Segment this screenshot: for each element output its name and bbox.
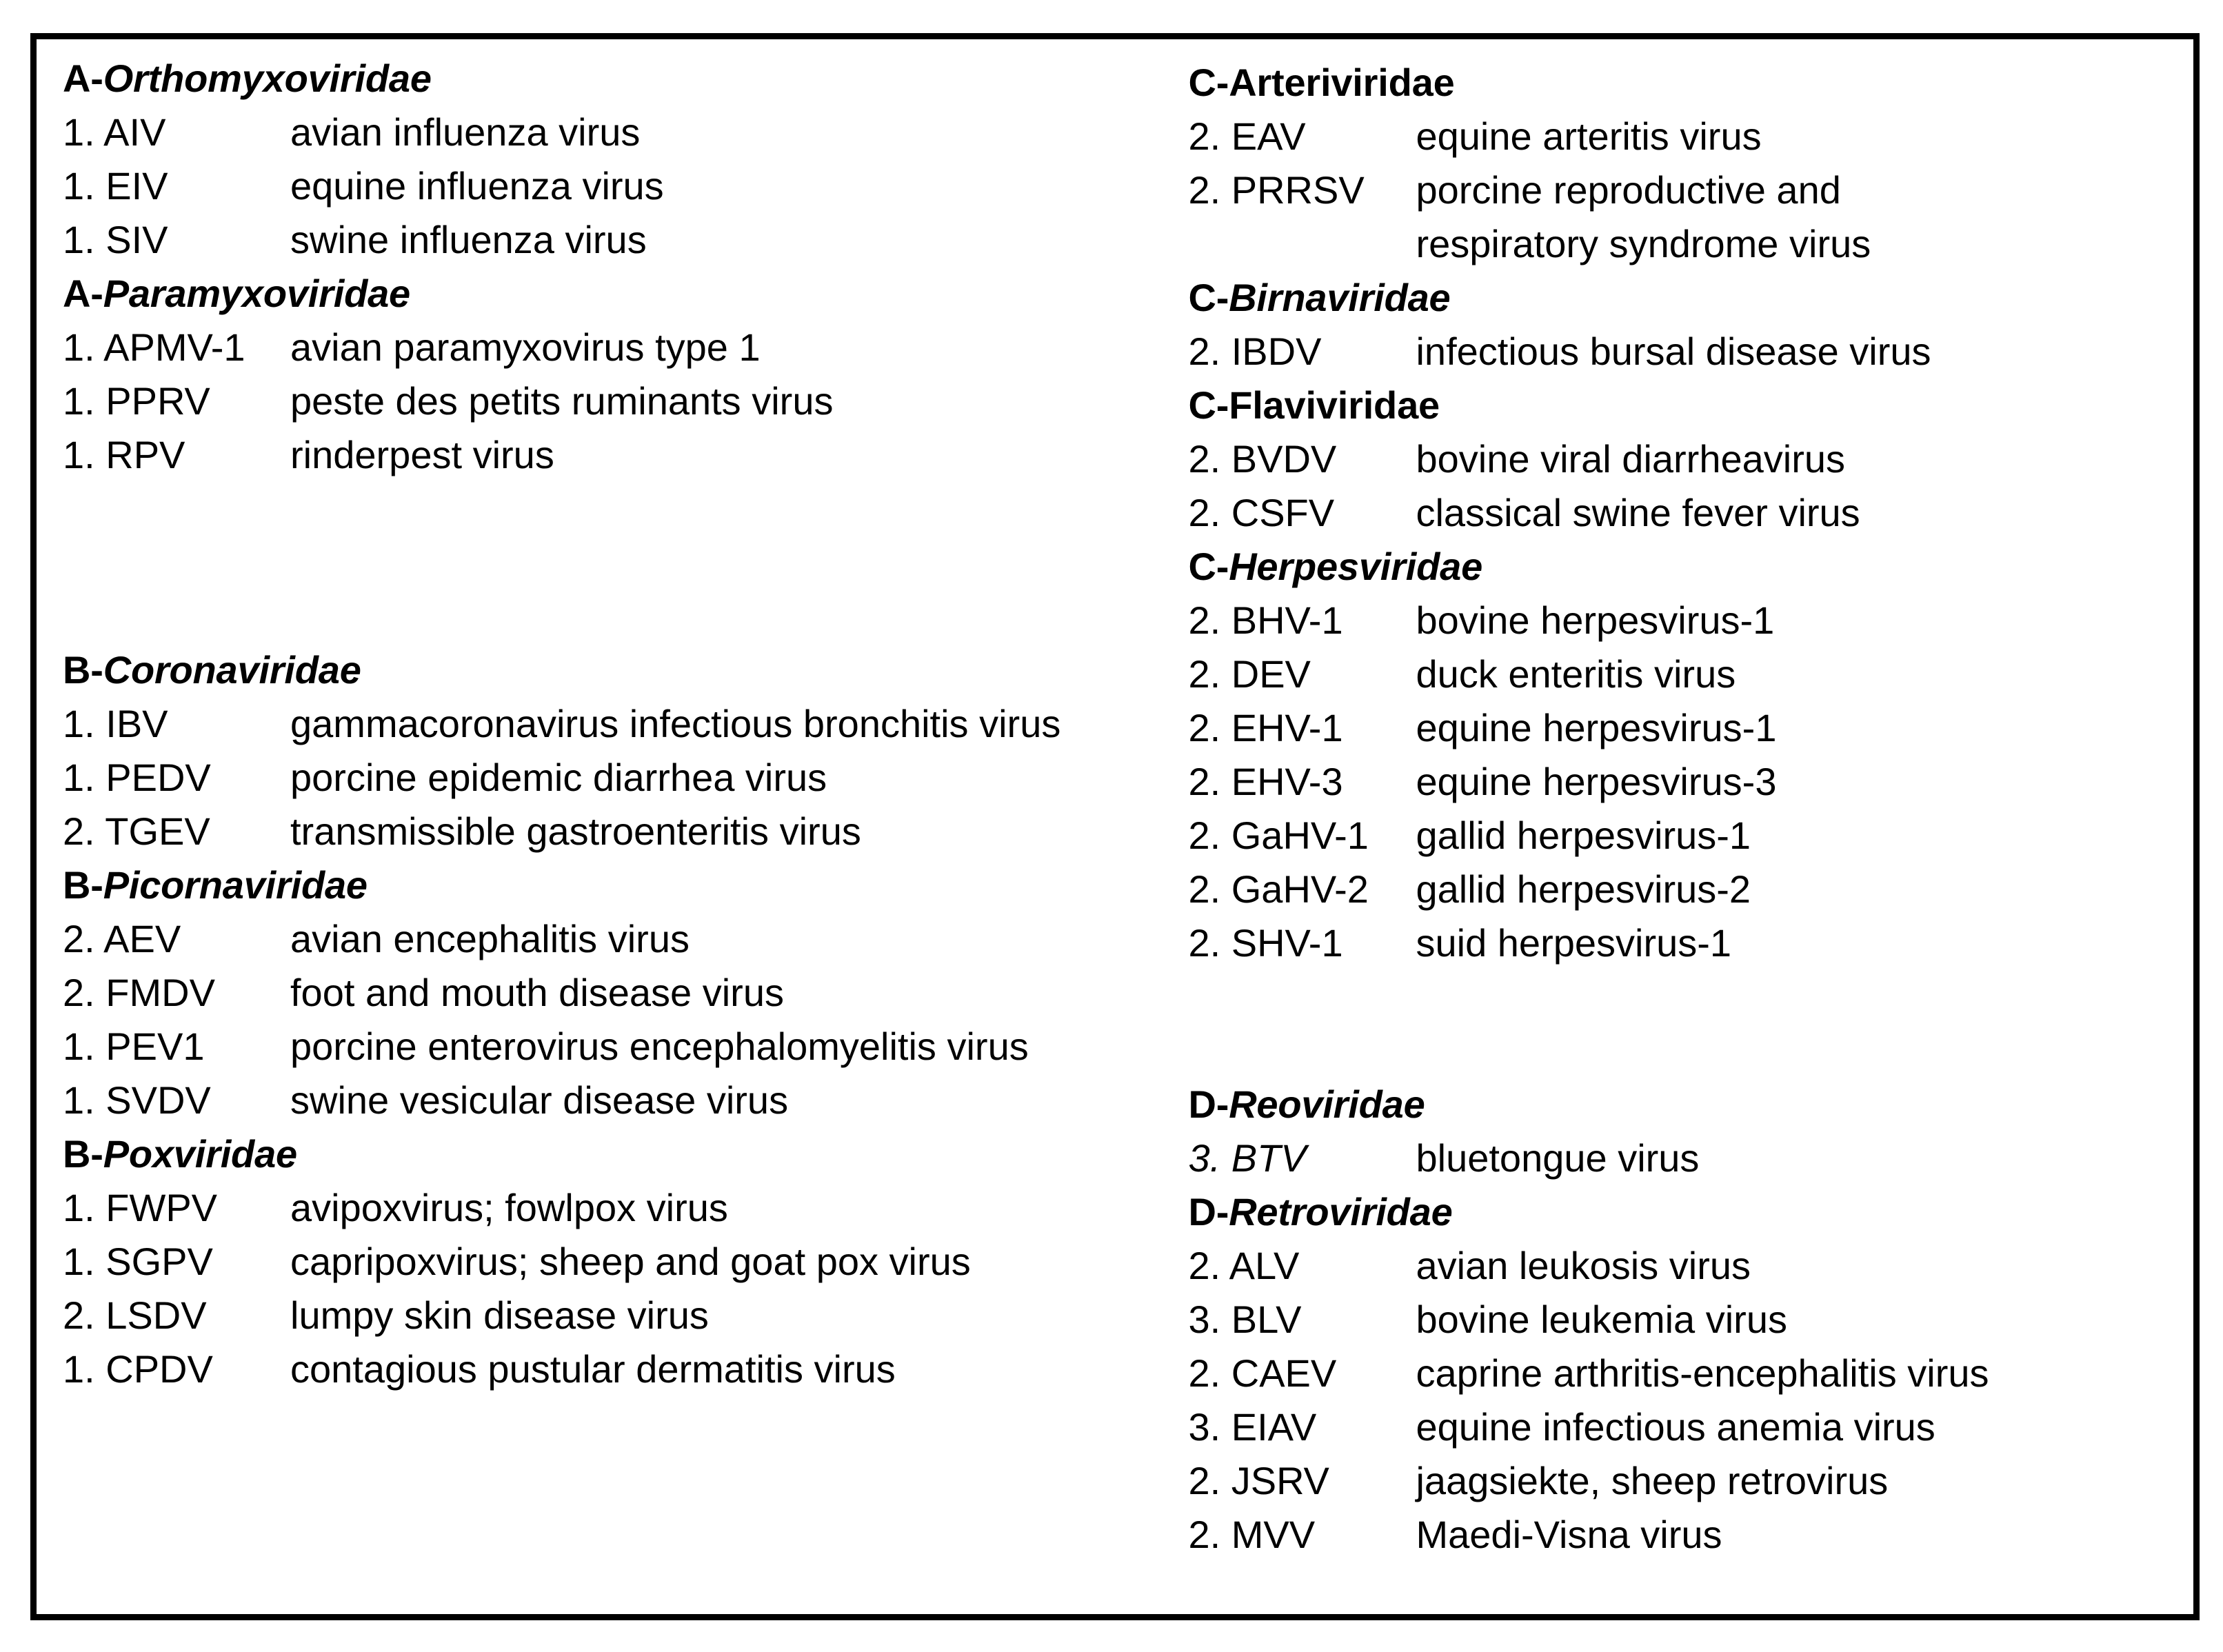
virus-entry-number: 1.: [63, 1240, 95, 1283]
virus-code-cell: [1188, 163, 1416, 217]
virus-entry-number: 1.: [63, 702, 95, 745]
virus-entry-row: [1188, 1400, 2193, 1454]
family-heading-prefix: D-: [1188, 1082, 1229, 1126]
virus-code-cell: [1188, 486, 1416, 540]
virus-code-cell: [63, 966, 290, 1020]
virus-entry-row: [63, 1181, 1188, 1235]
virus-full-name: gammacoronavirus infectious bronchitis virus: [290, 702, 1061, 745]
virus-family-group: [63, 1127, 1188, 1396]
virus-entry-number: 2.: [1188, 706, 1221, 749]
virus-entry-number: 2.: [1188, 437, 1221, 481]
family-heading-name: Coronaviridae: [103, 648, 361, 692]
virus-entry-number: 2.: [1188, 491, 1221, 534]
virus-entry-row: [1188, 1508, 2193, 1562]
virus-code-cell: [63, 1289, 290, 1342]
virus-full-name: bovine leukemia virus: [1416, 1298, 1787, 1341]
family-heading-prefix: C-: [1188, 383, 1229, 427]
family-heading-prefix: B-: [63, 1132, 103, 1176]
family-heading: [63, 267, 1188, 321]
virus-abbreviation: CAEV: [1231, 1351, 1337, 1395]
virus-entry-continuation-row: [1188, 217, 2193, 271]
virus-family-group: [1188, 1185, 2193, 1562]
virus-full-name: bluetongue virus: [1416, 1136, 1700, 1180]
virus-code-cell: [63, 428, 290, 482]
virus-code-cell: [1188, 1400, 1416, 1454]
virus-full-name: gallid herpesvirus-1: [1416, 814, 1751, 857]
virus-entry-number: 2.: [1188, 921, 1221, 965]
virus-abbreviation: DEV: [1231, 652, 1311, 696]
virus-entry-number: 2.: [1188, 1351, 1221, 1395]
virus-entry-number: 2.: [63, 809, 95, 853]
virus-abbreviation: SVDV: [105, 1078, 211, 1122]
virus-code-cell: [1188, 1131, 1416, 1185]
family-heading-prefix: C-: [1188, 545, 1229, 588]
virus-code-cell: [63, 697, 290, 751]
virus-abbreviation: TGEV: [105, 809, 210, 853]
figure-border-frame: [30, 33, 2200, 1620]
virus-code-cell: [63, 213, 290, 267]
virus-entry-row: [1188, 755, 2193, 809]
virus-code-cell: [63, 321, 290, 374]
virus-entry-number: 2.: [63, 971, 95, 1014]
family-heading: [63, 1127, 1188, 1181]
virus-full-name: peste des petits ruminants virus: [290, 379, 834, 423]
virus-code-cell: [63, 805, 290, 858]
family-heading-prefix: A-: [63, 272, 103, 315]
family-heading-prefix: D-: [1188, 1190, 1229, 1233]
virus-family-group: [63, 643, 1188, 858]
virus-entry-number: 2.: [1188, 330, 1221, 373]
virus-full-name: suid herpesvirus-1: [1416, 921, 1732, 965]
virus-entry-row: [1188, 594, 2193, 647]
virus-full-name: duck enteritis virus: [1416, 652, 1736, 696]
family-heading-prefix: A-: [63, 57, 103, 100]
virus-entry-row: [63, 321, 1188, 374]
virus-entry-number: 1.: [63, 164, 95, 208]
virus-full-name: transmissible gastroenteritis virus: [290, 809, 861, 853]
virus-abbreviation: FMDV: [105, 971, 215, 1014]
virus-entry-number: 2.: [1188, 168, 1221, 212]
virus-abbreviation: SIV: [105, 218, 168, 261]
virus-full-name: equine influenza virus: [290, 164, 664, 208]
virus-entry-row: [63, 1020, 1188, 1074]
family-heading: [1188, 1078, 2193, 1131]
virus-full-name: rinderpest virus: [290, 433, 554, 476]
family-heading-prefix: C-: [1188, 61, 1229, 104]
virus-family-group: [1188, 56, 2193, 271]
virus-abbreviation: IBDV: [1231, 330, 1322, 373]
virus-entry-number: 1.: [63, 1025, 95, 1068]
virus-entry-number: 1.: [63, 110, 95, 154]
virus-entry-number: 2.: [1188, 598, 1221, 642]
virus-full-name: swine vesicular disease virus: [290, 1078, 789, 1122]
virus-full-name: gallid herpesvirus-2: [1416, 867, 1751, 911]
virus-full-name: Maedi-Visna virus: [1416, 1513, 1722, 1556]
virus-entry-number: 3.: [1188, 1298, 1221, 1341]
virus-family-group: [63, 267, 1188, 482]
virus-abbreviation: RPV: [105, 433, 185, 476]
virus-abbreviation: EIV: [105, 164, 168, 208]
family-heading-name: Orthomyxoviridae: [103, 57, 432, 100]
virus-full-name: respiratory syndrome virus: [1416, 222, 1871, 265]
family-heading-name: Paramyxoviridae: [103, 272, 410, 315]
virus-code-cell: [63, 1074, 290, 1127]
virus-abbreviation: GaHV-2: [1231, 867, 1369, 911]
family-heading-name: Retroviridae: [1229, 1190, 1453, 1233]
family-heading: [1188, 379, 2193, 432]
virus-code-cell: [1188, 1239, 1416, 1293]
section-spacer: [1188, 970, 2193, 1078]
virus-full-name: contagious pustular dermatitis virus: [290, 1347, 896, 1391]
family-heading: [63, 52, 1188, 105]
virus-abbreviation: FWPV: [105, 1186, 218, 1229]
virus-entry-row: [63, 428, 1188, 482]
virus-entry-number: 1.: [63, 433, 95, 476]
virus-entry-number: 1.: [63, 1078, 95, 1122]
virus-entry-number: 2.: [1188, 652, 1221, 696]
virus-abbreviation: AEV: [103, 917, 181, 960]
virus-full-name: classical swine fever virus: [1416, 491, 1860, 534]
virus-abbreviation: IBV: [105, 702, 168, 745]
right-column: [1188, 39, 2193, 1562]
virus-code-cell: [1188, 325, 1416, 379]
virus-entry-number: 2.: [1188, 867, 1221, 911]
virus-code-cell: [1188, 1293, 1416, 1347]
virus-full-name: avian encephalitis virus: [290, 917, 690, 960]
virus-code-cell: [63, 374, 290, 428]
virus-entry-row: [63, 1289, 1188, 1342]
virus-code-cell: [63, 1342, 290, 1396]
family-heading-name: Poxviridae: [103, 1132, 297, 1176]
virus-full-name: capripoxvirus; sheep and goat pox virus: [290, 1240, 971, 1283]
virus-full-name: infectious bursal disease virus: [1416, 330, 1931, 373]
virus-entry-number: 2.: [1188, 760, 1221, 803]
family-heading-prefix: B-: [63, 863, 103, 907]
virus-entry-row: [63, 159, 1188, 213]
virus-code-cell: [1188, 1454, 1416, 1508]
virus-abbreviation: BHV-1: [1231, 598, 1343, 642]
virus-full-name: avian influenza virus: [290, 110, 641, 154]
virus-full-name: avian leukosis virus: [1416, 1244, 1751, 1287]
virus-entry-number: 2.: [63, 917, 95, 960]
virus-abbreviation: BTV: [1231, 1136, 1307, 1180]
virus-entry-row: [1188, 163, 2193, 217]
virus-code-cell: [1188, 863, 1416, 916]
virus-family-group: [63, 52, 1188, 267]
family-heading: [1188, 540, 2193, 594]
virus-entry-number: 2.: [1188, 814, 1221, 857]
virus-abbreviation: LSDV: [105, 1293, 207, 1337]
virus-code-cell: [1188, 110, 1416, 163]
virus-full-name: porcine reproductive and: [1416, 168, 1841, 212]
virus-entry-row: [1188, 1293, 2193, 1347]
virus-abbreviation: BLV: [1231, 1298, 1302, 1341]
virus-abbreviation: EHV-3: [1231, 760, 1343, 803]
virus-entry-row: [63, 912, 1188, 966]
virus-full-name: foot and mouth disease virus: [290, 971, 784, 1014]
family-heading-name: Flaviviridae: [1229, 383, 1440, 427]
virus-abbreviation: GaHV-1: [1231, 814, 1369, 857]
virus-entry-number: 1.: [63, 325, 95, 369]
virus-code-cell: [1188, 701, 1416, 755]
virus-abbreviation: MVV: [1231, 1513, 1316, 1556]
family-heading-prefix: C-: [1188, 276, 1229, 319]
virus-full-name: porcine epidemic diarrhea virus: [290, 756, 827, 799]
virus-full-name: avipoxvirus; fowlpox virus: [290, 1186, 728, 1229]
virus-code-cell: [1188, 1347, 1416, 1400]
virus-full-name: jaagsiekte, sheep retrovirus: [1416, 1459, 1889, 1502]
virus-code-cell: [1188, 755, 1416, 809]
virus-code-cell: [1188, 647, 1416, 701]
virus-code-cell: [63, 105, 290, 159]
virus-abbreviation: EAV: [1231, 114, 1306, 158]
virus-code-cell: [1188, 916, 1416, 970]
virus-entry-row: [63, 1342, 1188, 1396]
virus-full-name: equine herpesvirus-1: [1416, 706, 1777, 749]
virus-entry-row: [1188, 647, 2193, 701]
virus-entry-number: 3.: [1188, 1136, 1221, 1180]
virus-full-name: equine infectious anemia virus: [1416, 1405, 1935, 1449]
virus-entry-row: [63, 966, 1188, 1020]
virus-abbreviation: PRRSV: [1231, 168, 1365, 212]
virus-entry-row: [63, 213, 1188, 267]
virus-entry-row: [1188, 325, 2193, 379]
family-heading-name: Reoviridae: [1229, 1082, 1425, 1126]
virus-abbreviation: PPRV: [105, 379, 210, 423]
virus-code-cell: [63, 751, 290, 805]
family-heading: [1188, 1185, 2193, 1239]
virus-abbreviation: CPDV: [105, 1347, 213, 1391]
family-heading: [63, 643, 1188, 697]
family-heading-name: Arteriviridae: [1229, 61, 1455, 104]
virus-full-name: bovine viral diarrheavirus: [1416, 437, 1845, 481]
virus-full-name: avian paramyxovirus type 1: [290, 325, 761, 369]
virus-entry-row: [1188, 1131, 2193, 1185]
virus-full-name: equine herpesvirus-3: [1416, 760, 1777, 803]
virus-family-group: [1188, 271, 2193, 379]
virus-abbreviation: JSRV: [1231, 1459, 1329, 1502]
virus-full-name: swine influenza virus: [290, 218, 647, 261]
virus-code-cell: [63, 1020, 290, 1074]
virus-entry-row: [63, 374, 1188, 428]
family-heading-prefix: B-: [63, 648, 103, 692]
virus-entry-row: [1188, 1454, 2193, 1508]
virus-code-cell: [63, 1181, 290, 1235]
virus-full-name: porcine enterovirus encephalomyelitis virus: [290, 1025, 1029, 1068]
virus-entry-row: [1188, 486, 2193, 540]
two-column-layout: [37, 39, 2193, 1614]
family-heading: [1188, 271, 2193, 325]
virus-entry-row: [1188, 863, 2193, 916]
virus-abbreviation: SGPV: [105, 1240, 213, 1283]
family-heading: [63, 858, 1188, 912]
virus-entry-number: 2.: [1188, 1244, 1221, 1287]
virus-entry-number: 1.: [63, 1347, 95, 1391]
virus-entry-row: [1188, 110, 2193, 163]
virus-abbreviation: ALV: [1229, 1244, 1300, 1287]
virus-abbreviation: CSFV: [1231, 491, 1335, 534]
virus-entry-number: 3.: [1188, 1405, 1221, 1449]
family-heading: [1188, 56, 2193, 110]
virus-full-name: caprine arthritis-encephalitis virus: [1416, 1351, 1989, 1395]
virus-entry-row: [63, 105, 1188, 159]
family-heading-name: Picornaviridae: [103, 863, 368, 907]
virus-abbreviation: BVDV: [1231, 437, 1337, 481]
virus-entry-row: [1188, 809, 2193, 863]
family-heading-name: Herpesviridae: [1229, 545, 1483, 588]
virus-code-cell: [1188, 432, 1416, 486]
virus-entry-row: [63, 805, 1188, 858]
virus-entry-row: [63, 1235, 1188, 1289]
virus-code-cell: [1188, 1508, 1416, 1562]
virus-entry-number: 2.: [1188, 1459, 1221, 1502]
virus-full-name: lumpy skin disease virus: [290, 1293, 709, 1337]
virus-entry-row: [1188, 916, 2193, 970]
virus-abbreviation: AIV: [103, 110, 166, 154]
virus-code-cell: [63, 912, 290, 966]
virus-abbreviation: APMV-1: [103, 325, 245, 369]
virus-entry-row: [1188, 1347, 2193, 1400]
virus-entry-number: 2.: [1188, 114, 1221, 158]
virus-code-cell: [63, 1235, 290, 1289]
virus-abbreviation: PEDV: [105, 756, 211, 799]
virus-abbreviation: EHV-1: [1231, 706, 1343, 749]
virus-entry-number: 1.: [63, 756, 95, 799]
family-heading-name: Birnaviridae: [1229, 276, 1451, 319]
virus-abbreviation: SHV-1: [1231, 921, 1343, 965]
virus-code-cell: [63, 159, 290, 213]
virus-entry-number: 1.: [63, 218, 95, 261]
virus-family-group: [63, 858, 1188, 1127]
virus-entry-number: 2.: [63, 1293, 95, 1337]
virus-abbreviation: EIAV: [1231, 1405, 1317, 1449]
virus-entry-row: [63, 751, 1188, 805]
virus-entry-number: 1.: [63, 379, 95, 423]
virus-family-group: [1188, 379, 2193, 540]
virus-entry-row: [63, 1074, 1188, 1127]
virus-entry-row: [63, 697, 1188, 751]
virus-family-group: [1188, 540, 2193, 970]
virus-code-cell: [1188, 594, 1416, 647]
section-spacer: [63, 482, 1188, 643]
virus-full-name: equine arteritis virus: [1416, 114, 1762, 158]
virus-full-name: bovine herpesvirus-1: [1416, 598, 1775, 642]
virus-entry-row: [1188, 701, 2193, 755]
virus-code-cell: [1188, 809, 1416, 863]
virus-entry-row: [1188, 432, 2193, 486]
virus-abbreviation: PEV1: [105, 1025, 205, 1068]
left-column: [37, 39, 1188, 1396]
virus-entry-number: 1.: [63, 1186, 95, 1229]
virus-entry-number: 2.: [1188, 1513, 1221, 1556]
virus-family-group: [1188, 1078, 2193, 1185]
virus-entry-row: [1188, 1239, 2193, 1293]
